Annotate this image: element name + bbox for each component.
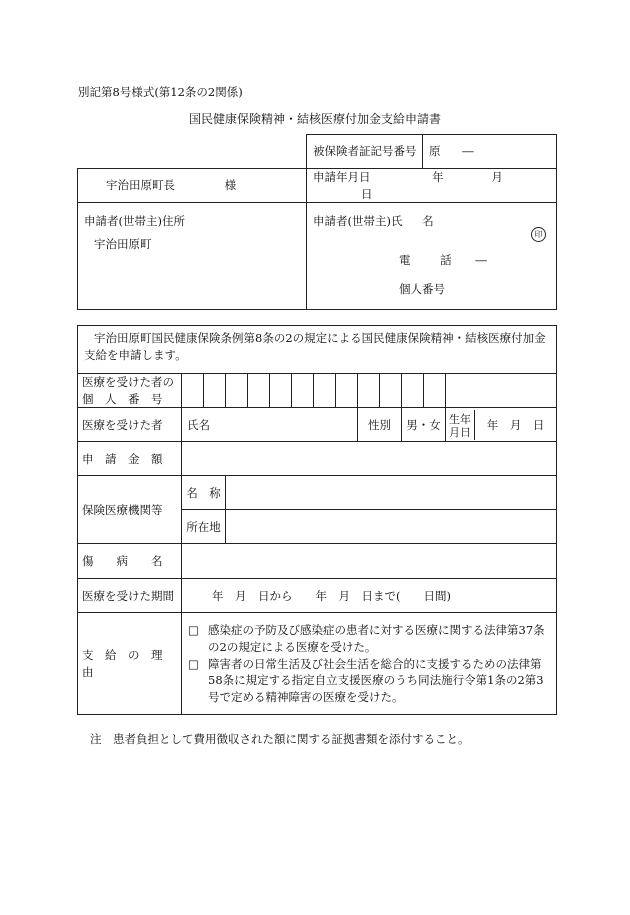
applicant-name-suffix: 名: [422, 214, 434, 229]
reason-1-text: 感染症の予防及び感染症の患者に対する医療に関する法律第37条の2の規定による医療を受けた。: [208, 623, 545, 654]
patient-name-label: 氏名: [187, 417, 210, 432]
application-date-cell[interactable]: [307, 169, 557, 203]
gender-label: 性別: [358, 408, 402, 442]
reason-option-2[interactable]: [182, 656, 556, 706]
institution-address-label: 所在地: [182, 510, 226, 544]
digit-box-5[interactable]: [270, 374, 292, 408]
digit-box-12[interactable]: [424, 374, 446, 408]
reason-row-label: 支 給 の 理 由: [78, 613, 182, 715]
personal-number-label-line2: 個 人 番 号: [82, 391, 163, 406]
personal-number-label: 個人番号: [399, 281, 445, 296]
amount-field[interactable]: [182, 442, 557, 476]
digit-box-3[interactable]: [226, 374, 248, 408]
applicant-name-cell[interactable]: [307, 203, 557, 310]
reason-field: [182, 613, 557, 715]
attachment-note: 注 患者負担として費用徴収された額に関する証拠書類を添付すること。: [90, 732, 470, 746]
gender-field[interactable]: 男・女: [402, 408, 446, 442]
institution-address-field[interactable]: [226, 510, 557, 544]
birth-date-field[interactable]: 年 月 日: [486, 417, 545, 432]
disease-row-label: 傷 病 名: [78, 544, 182, 579]
blank-cell: [78, 135, 307, 169]
reason-1-checkbox[interactable]: □: [188, 623, 199, 638]
applicant-address-cell[interactable]: [78, 203, 307, 310]
institution-name-field[interactable]: [226, 476, 557, 510]
phone-label-2: 話: [440, 253, 452, 268]
form-number-label: 別記第8号様式(第12条の2関係): [78, 85, 243, 99]
digit-box-8[interactable]: [336, 374, 358, 408]
applicant-table: [77, 134, 557, 310]
digit-box-6[interactable]: [292, 374, 314, 408]
birth-label-line1: 生年: [449, 413, 471, 427]
reason-2-checkbox[interactable]: □: [188, 656, 199, 671]
birth-label-line2: 月日: [449, 426, 471, 440]
insured-number-label: 被保険者証記号番号: [307, 135, 423, 169]
date-day: 日: [361, 186, 373, 201]
reason-option-1[interactable]: [182, 622, 556, 655]
personal-number-label-line1: 医療を受けた者の: [82, 375, 174, 389]
digit-row-blank: [446, 374, 557, 408]
institution-row-label: 保険医療機関等: [78, 476, 182, 544]
application-date-label: 申請年月日: [313, 170, 371, 184]
digit-box-10[interactable]: [380, 374, 402, 408]
applicant-name-label: 申請者(世帯主)氏: [313, 214, 403, 229]
amount-row-label: 申 請 金 額: [78, 442, 182, 476]
personal-number-row-label: [78, 374, 182, 408]
digit-box-4[interactable]: [248, 374, 270, 408]
period-field[interactable]: 年 月 日から 年 月 日まで( 日間): [182, 579, 557, 613]
mayor-suffix: 様: [224, 178, 237, 193]
date-month: 月: [491, 170, 503, 184]
birth-label: [446, 410, 475, 439]
mayor-name: 宇治田原町長: [106, 178, 175, 193]
patient-row-label: 医療を受けた者: [78, 408, 182, 442]
phone-label-1: 電: [399, 253, 411, 268]
reason-2-text: 障害者の日常生活及び社会生活を総合的に支援するための法律第58条に規定する指定自立支援医療のうち同法施行令第1条の2第3号で定める精神障害の医療を受けた。: [208, 656, 544, 704]
statement-text: 宇治田原町国民健康保険条例第8条の2の規定による国民健康保険精神・結核医療付加金支給を申請します。: [78, 326, 557, 374]
applicant-address-label: 申請者(世帯主)住所: [84, 214, 185, 229]
phone-dash: ―: [475, 253, 487, 268]
digit-box-1[interactable]: [182, 374, 204, 408]
date-year: 年: [432, 170, 444, 184]
digit-box-9[interactable]: [358, 374, 380, 408]
insured-number-dash: ―: [462, 144, 474, 159]
disease-field[interactable]: [182, 544, 557, 579]
digit-box-2[interactable]: [204, 374, 226, 408]
insured-number-field[interactable]: [423, 135, 557, 169]
digit-box-7[interactable]: [314, 374, 336, 408]
patient-name-field[interactable]: [182, 408, 358, 442]
applicant-address-value: 宇治田原町: [94, 237, 152, 252]
period-row-label: 医療を受けた期間: [78, 579, 182, 613]
application-detail-table: [77, 325, 557, 715]
digit-box-11[interactable]: [402, 374, 424, 408]
seal-mark: 印: [531, 227, 546, 242]
form-title: 国民健康保険精神・結核医療付加金支給申請書: [188, 112, 441, 126]
institution-name-label: 名 称: [182, 476, 226, 510]
mayor-cell: [78, 169, 307, 203]
insured-number-prefix: 原: [429, 144, 441, 159]
